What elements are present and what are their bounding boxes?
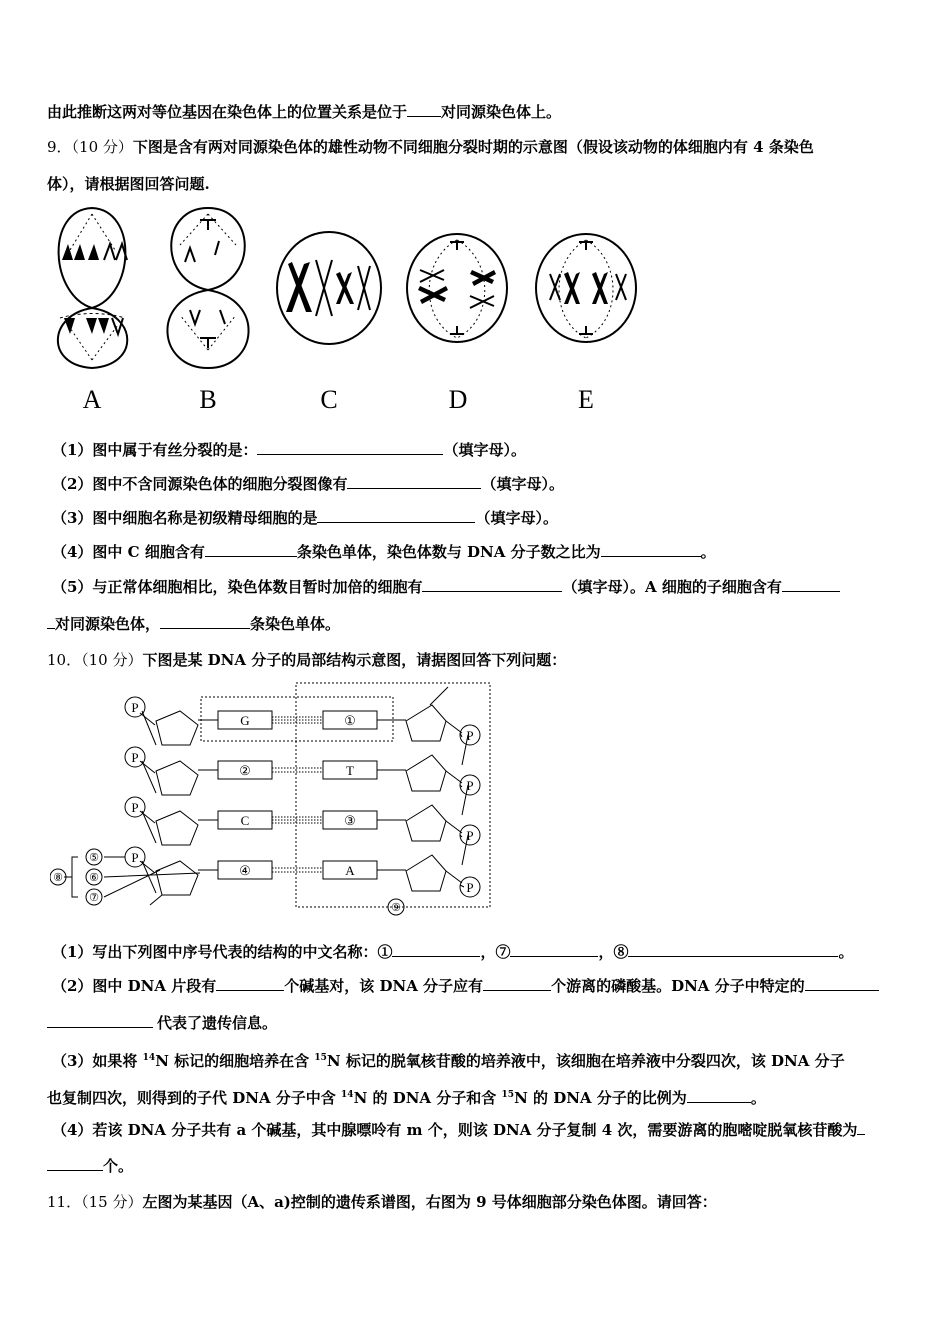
q10-part2: （2）图中 DNA 片段有 个碱基对，该 DNA 分子应有 个游离的磷酸基。DNA 分子中特定的 (52, 976, 879, 996)
label-5: ⑤ (89, 852, 99, 864)
dna-structure-diagram (50, 675, 500, 920)
cell-a (58, 208, 127, 368)
q10-part1: （1）写出下列图中序号代表的结构的中文名称：① ，⑦ ，⑧ 。 (52, 943, 854, 961)
base-label-right-2: T (346, 763, 354, 778)
q10-part4: （4）若该 DNA 分子共有 a 个碱基，其中腺嘌呤有 m 个，则该 DNA 分子复制 4 次，需要游离的胞嘧啶脱氧核苷酸为 (52, 1120, 865, 1140)
answer-blank[interactable] (47, 1156, 103, 1171)
q9-heading-cont: 体），请根据图回答问题. (47, 175, 210, 193)
q11-heading: 11．（15 分）左图为某基因（A、a)控制的遗传系谱图，右图为 9 号体细胞部分染色体图。请回答： (47, 1193, 717, 1211)
base-label-left-1: G (240, 713, 250, 728)
label-d: D (448, 385, 468, 414)
q9-part5-cont: 对同源染色体， 条染色单体。 (47, 614, 340, 634)
q9-part3: （3）图中细胞名称是初级精母细胞的是 （填字母）。 (52, 509, 558, 527)
q10-part2-cont: 代表了遗传信息。 (47, 1013, 277, 1033)
label-7: ⑦ (89, 892, 99, 904)
answer-blank[interactable] (510, 942, 598, 957)
answer-blank[interactable] (216, 976, 284, 991)
answer-blank[interactable] (601, 542, 701, 557)
phosphate-label: P (131, 800, 139, 815)
phosphate-label: P (466, 728, 474, 743)
answer-blank[interactable] (47, 1013, 153, 1028)
answer-blank[interactable] (483, 976, 551, 991)
base-label-right-1: ① (344, 713, 356, 728)
label-a: A (82, 385, 102, 414)
answer-blank[interactable] (422, 577, 562, 592)
answer-blank[interactable] (257, 440, 443, 455)
answer-blank[interactable] (805, 976, 879, 991)
phosphate-label: P (131, 700, 139, 715)
phosphate-label: P (466, 828, 474, 843)
q9-part2: （2）图中不含同源染色体的细胞分裂图像有 （填字母）。 (52, 475, 564, 493)
label-8: ⑧ (53, 872, 63, 884)
label-9: ⑨ (391, 902, 401, 914)
answer-blank[interactable] (205, 542, 297, 557)
answer-blank[interactable] (317, 508, 475, 523)
q10-heading: 10．（10 分）下图是某 DNA 分子的局部结构示意图，请据图回答下列问题： (47, 651, 567, 669)
q9-part1: （1）图中属于有丝分裂的是： （填字母）。 (52, 441, 526, 459)
label-b: B (199, 385, 217, 414)
label-c: C (320, 385, 338, 414)
phosphate-label: P (466, 778, 474, 793)
cell-e (536, 234, 636, 342)
base-label-left-3: C (240, 813, 250, 828)
answer-blank[interactable] (160, 614, 250, 629)
cell-division-figure (40, 200, 650, 420)
answer-blank[interactable] (857, 1120, 865, 1135)
base-label-left-4: ④ (239, 863, 251, 878)
phosphate-label: P (466, 880, 474, 895)
q9-part5: （5）与正常体细胞相比，染色体数目暂时加倍的细胞有 （填字母）。A 细胞的子细胞含有 (52, 577, 840, 597)
q9-heading: 9．（10 分）下图是含有两对同源染色体的雄性动物不同细胞分裂时期的示意图（假设该动物的体细胞内有 4 条染色 (47, 138, 814, 156)
intro-line: 由此推断这两对等位基因在染色体上的位置关系是位于 对同源染色体上。 (47, 103, 562, 121)
q10-part3: （3）如果将 $^{14}$N 标记的细胞培养在含 $^{15}$N 标记的脱氧核苷酸的培养液中，该细胞在培养液中分裂四次，该 DNA 分子 (52, 1052, 845, 1070)
answer-blank[interactable] (347, 474, 481, 489)
answer-blank[interactable] (407, 102, 441, 117)
dotted-box-9 (296, 683, 490, 907)
q10-part4-cont: 个。 (47, 1156, 133, 1176)
base-label-right-4: A (345, 863, 355, 878)
cell-d (407, 234, 507, 342)
dotted-box-top (201, 697, 393, 741)
answer-blank[interactable] (687, 1088, 751, 1103)
phosphate-label: P (131, 750, 139, 765)
phosphate-label: P (131, 850, 139, 865)
q10-part3-cont: 也复制四次，则得到的子代 DNA 分子中含 $^{14}$N 的 DNA 分子和含 $^{15}$N 的 DNA 分子的比例为 。 (47, 1089, 766, 1107)
answer-blank[interactable] (392, 942, 480, 957)
answer-blank[interactable] (628, 942, 838, 957)
q9-part4: （4）图中 C 细胞含有 条染色单体，染色体数与 DNA 分子数之比为 。 (52, 543, 716, 561)
label-6: ⑥ (89, 872, 99, 884)
base-label-left-2: ② (239, 763, 251, 778)
answer-blank[interactable] (47, 614, 55, 629)
label-e: E (578, 385, 594, 414)
cell-c (277, 232, 381, 344)
base-label-right-3: ③ (344, 813, 356, 828)
cell-b (167, 208, 248, 368)
answer-blank[interactable] (782, 577, 840, 592)
